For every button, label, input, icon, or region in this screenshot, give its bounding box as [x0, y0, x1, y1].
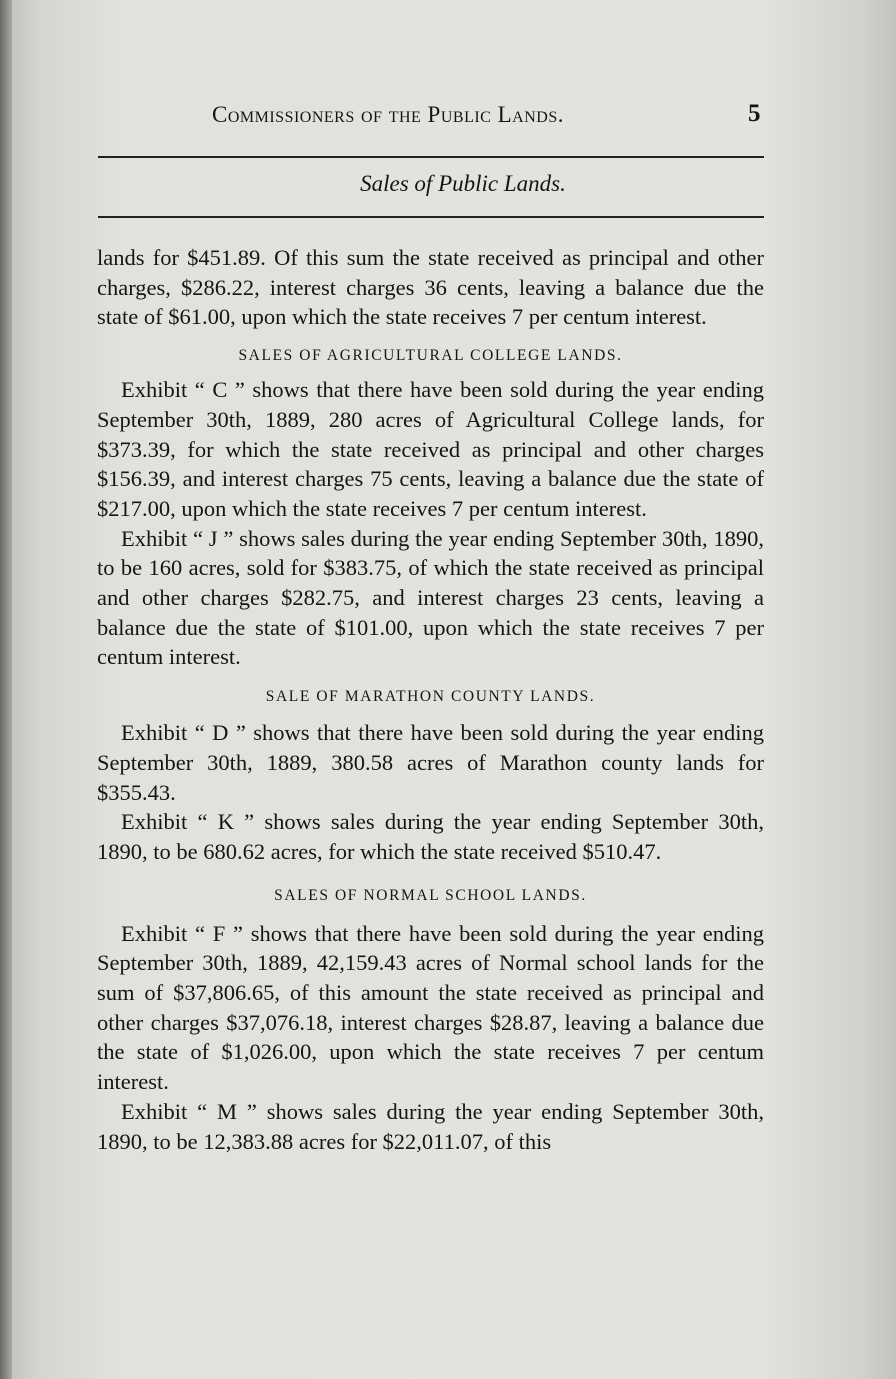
paragraph-exhibit-j: Exhibit “ J ” shows sales during the year ending September 30th, 1890, to be 160 acres, sold for $383.75, of which the state received as principal and other charges $282.75, and interest charges 23 cents, leaving a balance due the state of $101.00, upon which the state receives 7 per centum interest. — [97, 525, 764, 670]
paragraph-exhibit-c: Exhibit “ C ” shows that there have been sold during the year ending September 30th, 1889, 280 acres of Agricultural College lands, for $373.39, for which the state received as principal and other charges $156.39, and interest charges 75 cents, leaving a balance due the state of $217.00, upon which the state receives 7 per centum interest. — [97, 377, 764, 521]
body-text — [97, 243, 764, 1156]
paragraph-exhibit-d: Exhibit “ D ” shows that there have been sold during the year ending September 30th, 1889, 380.58 acres of Marathon county lands for $355.43. — [97, 720, 764, 805]
paragraph-exhibit-f: Exhibit “ F ” shows that there have been sold during the year ending September 30th, 1889, 42,159.43 acres of Normal school lands for the sum of $37,806.65, of this amount the state received as principal and other charges $37,076.18, interest charges $28.87, leaving a balance due the state of $1,026.00, upon which the state receives 7 per centum interest. — [97, 920, 764, 1095]
heading-agricultural-college-lands: SALES OF AGRICULTURAL COLLEGE LANDS. — [238, 347, 623, 365]
heading-marathon-county-lands: SALE OF MARATHON COUNTY LANDS. — [265, 688, 596, 706]
paragraph-exhibit-k: Exhibit “ K ” shows sales during the year ending September 30th, 1890, to be 680.62 acres, for which the state received $510.47. — [97, 809, 764, 864]
paragraph-exhibit-m: Exhibit “ M ” shows sales during the year ending September 30th, 1890, to be 12,383.88 acres for $22,011.07, of this — [97, 1098, 764, 1154]
running-head: Commissioners of the Public Lands. — [212, 102, 564, 127]
section-subhead: Sales of Public Lands. — [360, 171, 566, 196]
heading-normal-school-lands: SALES OF NORMAL SCHOOL LANDS. — [274, 886, 587, 904]
page-number: 5 — [748, 100, 761, 127]
header-rule-bottom — [98, 216, 764, 218]
paragraph-intro: lands for $451.89. Of this sum the state received as principal and other charges, $286.22, interest charges 36 cents, leaving a balance due the state of $61.00, upon which the state receives 7 per centum interest. — [97, 245, 764, 330]
header-rule-top — [98, 156, 764, 158]
